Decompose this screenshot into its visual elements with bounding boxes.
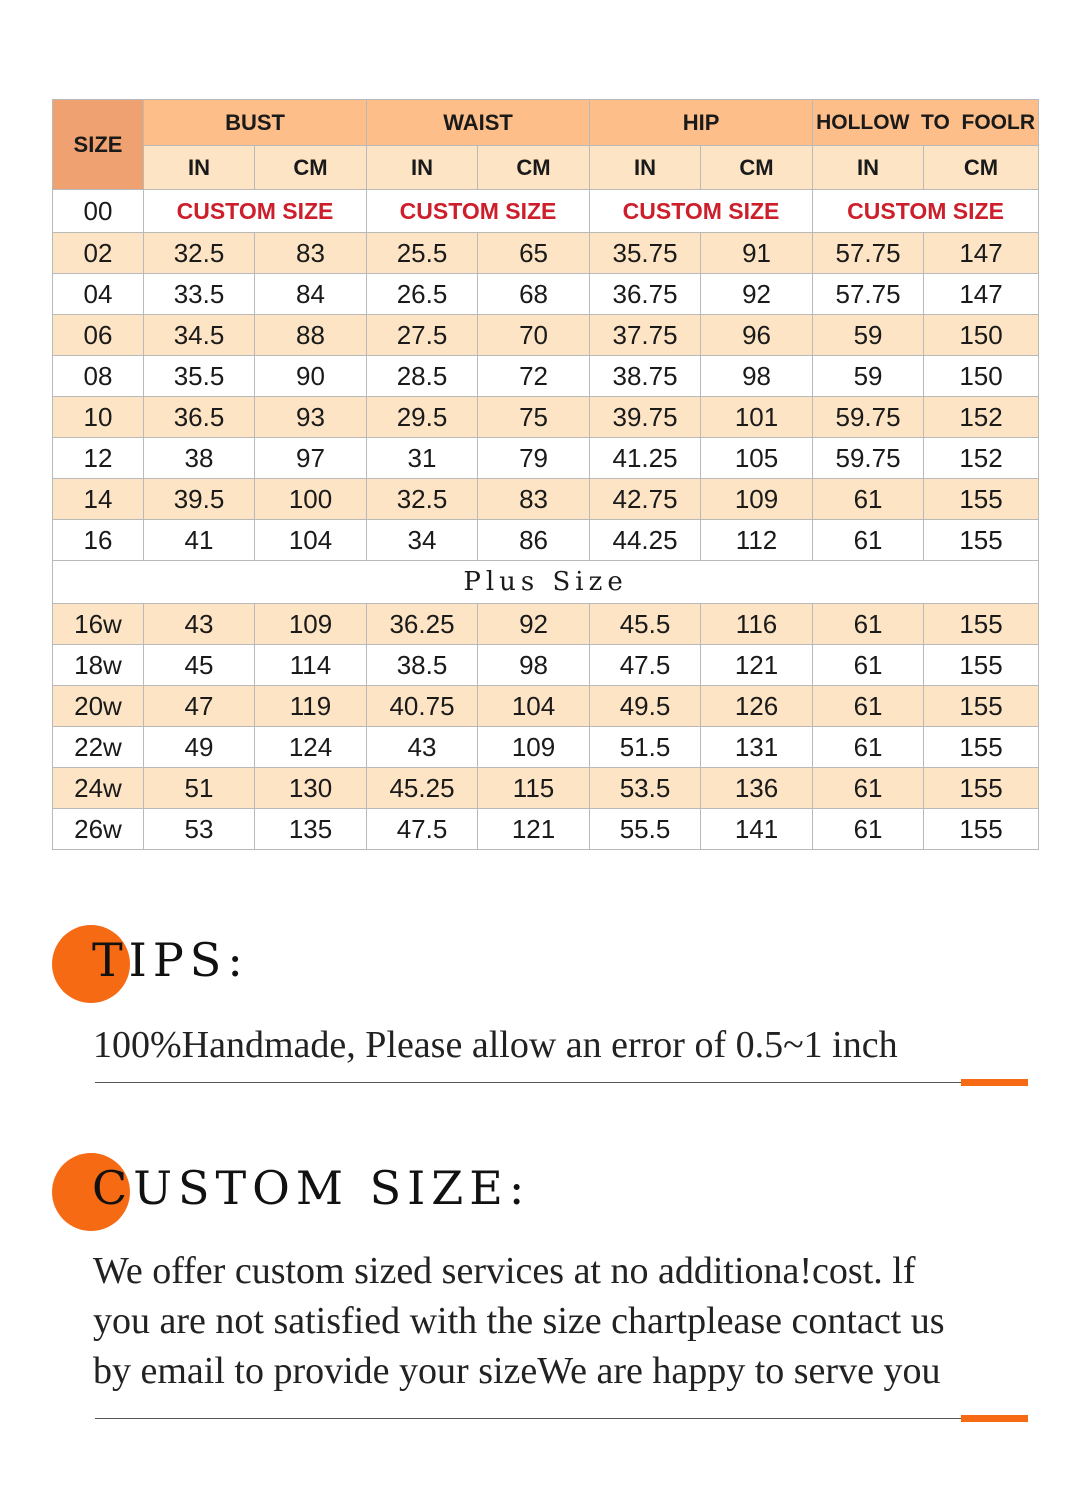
table-row (53, 604, 1039, 645)
measurement-cell: 68 (478, 274, 590, 315)
custom-size-line: by email to provide your sizeWe are happy to serve you (93, 1350, 941, 1392)
measurement-cell: 27.5 (367, 315, 478, 356)
table-row (53, 809, 1039, 850)
table-row (53, 356, 1039, 397)
custom-size-row (53, 190, 1039, 233)
measurement-cell: 98 (701, 356, 813, 397)
custom-size-line: you are not satisfied with the size chartplease contact us (93, 1300, 945, 1342)
measurement-cell: 96 (701, 315, 813, 356)
measurement-cell: 155 (924, 645, 1039, 686)
measurement-cell: 43 (367, 727, 478, 768)
measurement-cell: 147 (924, 233, 1039, 274)
measurement-cell: 121 (701, 645, 813, 686)
table-row (53, 520, 1039, 561)
unit-header: IN (367, 146, 478, 190)
measurement-cell: 38 (144, 438, 255, 479)
measurement-cell: 47.5 (590, 645, 701, 686)
measurement-cell: 105 (701, 438, 813, 479)
measurement-cell: 104 (255, 520, 367, 561)
measurement-cell: 141 (701, 809, 813, 850)
measurement-cell: 150 (924, 356, 1039, 397)
measurement-cell: 119 (255, 686, 367, 727)
measurement-cell: 92 (701, 274, 813, 315)
measurement-cell: 26.5 (367, 274, 478, 315)
measurement-cell: 131 (701, 727, 813, 768)
measurement-cell: 115 (478, 768, 590, 809)
measurement-cell: 88 (255, 315, 367, 356)
measurement-cell: 57.75 (813, 233, 924, 274)
measurement-cell: 32.5 (144, 233, 255, 274)
measurement-cell: 33.5 (144, 274, 255, 315)
custom-size-heading (52, 1153, 652, 1233)
measurement-cell: 126 (701, 686, 813, 727)
measurement-cell: 97 (255, 438, 367, 479)
measurement-cell: 152 (924, 397, 1039, 438)
bust-header: BUST (144, 100, 367, 146)
measurement-cell: 38.75 (590, 356, 701, 397)
measurement-cell: 83 (478, 479, 590, 520)
measurement-cell: 36.75 (590, 274, 701, 315)
measurement-cell: 109 (255, 604, 367, 645)
measurement-cell: 41 (144, 520, 255, 561)
measurement-cell: 109 (478, 727, 590, 768)
measurement-cell: 59 (813, 315, 924, 356)
measurement-cell: 47 (144, 686, 255, 727)
measurement-cell: 53.5 (590, 768, 701, 809)
measurement-cell: 70 (478, 315, 590, 356)
measurement-cell: 121 (478, 809, 590, 850)
measurement-cell: 155 (924, 768, 1039, 809)
measurement-cell: 114 (255, 645, 367, 686)
measurement-cell: 53 (144, 809, 255, 850)
measurement-cell: 37.75 (590, 315, 701, 356)
measurement-cell: 101 (701, 397, 813, 438)
measurement-cell: 25.5 (367, 233, 478, 274)
divider-accent (961, 1079, 1028, 1086)
measurement-cell: 155 (924, 809, 1039, 850)
measurement-cell: 59 (813, 356, 924, 397)
size-cell: 04 (53, 274, 144, 315)
plus-size-label: Plus Size (53, 561, 1039, 604)
measurement-cell: 86 (478, 520, 590, 561)
custom-size-title: CUSTOM SIZE: (92, 1161, 531, 1215)
unit-header: CM (701, 146, 813, 190)
measurement-cell: 116 (701, 604, 813, 645)
measurement-cell: 155 (924, 604, 1039, 645)
tips-text: 100%Handmade, Please allow an error of 0.5~1 inch (93, 1024, 898, 1066)
measurement-cell: 55.5 (590, 809, 701, 850)
size-cell: 20w (53, 686, 144, 727)
measurement-cell: 104 (478, 686, 590, 727)
measurement-cell: 83 (255, 233, 367, 274)
table-row (53, 438, 1039, 479)
measurement-cell: 61 (813, 809, 924, 850)
size-cell: 16w (53, 604, 144, 645)
table-row (53, 727, 1039, 768)
size-header: SIZE (53, 100, 144, 190)
unit-header: CM (478, 146, 590, 190)
measurement-cell: 72 (478, 356, 590, 397)
custom-size-label: CUSTOM SIZE (590, 190, 813, 233)
tips-heading (52, 925, 452, 1005)
measurement-cell: 92 (478, 604, 590, 645)
measurement-cell: 112 (701, 520, 813, 561)
measurement-cell: 61 (813, 604, 924, 645)
size-chart-table (52, 99, 1039, 850)
measurement-cell: 57.75 (813, 274, 924, 315)
size-cell: 26w (53, 809, 144, 850)
unit-header: IN (813, 146, 924, 190)
size-cell: 16 (53, 520, 144, 561)
measurement-cell: 124 (255, 727, 367, 768)
measurement-cell: 47.5 (367, 809, 478, 850)
measurement-cell: 61 (813, 520, 924, 561)
divider-accent (961, 1415, 1028, 1422)
measurement-cell: 90 (255, 356, 367, 397)
measurement-cell: 44.25 (590, 520, 701, 561)
measurement-cell: 29.5 (367, 397, 478, 438)
unit-header: CM (924, 146, 1039, 190)
measurement-cell: 31 (367, 438, 478, 479)
measurement-cell: 155 (924, 727, 1039, 768)
measurement-cell: 35.75 (590, 233, 701, 274)
table-row (53, 315, 1039, 356)
table-row (53, 768, 1039, 809)
hip-header: HIP (590, 100, 813, 146)
measurement-cell: 75 (478, 397, 590, 438)
measurement-cell: 93 (255, 397, 367, 438)
measurement-cell: 65 (478, 233, 590, 274)
measurement-cell: 155 (924, 686, 1039, 727)
size-cell: 24w (53, 768, 144, 809)
measurement-cell: 135 (255, 809, 367, 850)
tips-title: TIPS: (92, 933, 249, 987)
measurement-cell: 109 (701, 479, 813, 520)
table-row (53, 686, 1039, 727)
hollow-to-floor-header: HOLLOW TO FOOLR (813, 100, 1039, 146)
measurement-cell: 91 (701, 233, 813, 274)
unit-header: CM (255, 146, 367, 190)
size-cell: 06 (53, 315, 144, 356)
size-cell: 00 (53, 190, 144, 233)
measurement-cell: 40.75 (367, 686, 478, 727)
measurement-cell: 155 (924, 479, 1039, 520)
size-cell: 18w (53, 645, 144, 686)
measurement-cell: 45.25 (367, 768, 478, 809)
measurement-cell: 36.25 (367, 604, 478, 645)
measurement-cell: 130 (255, 768, 367, 809)
measurement-cell: 42.75 (590, 479, 701, 520)
table-row (53, 397, 1039, 438)
measurement-cell: 61 (813, 727, 924, 768)
custom-size-label: CUSTOM SIZE (144, 190, 367, 233)
measurement-cell: 39.5 (144, 479, 255, 520)
measurement-cell: 38.5 (367, 645, 478, 686)
measurement-cell: 51 (144, 768, 255, 809)
measurement-cell: 28.5 (367, 356, 478, 397)
measurement-cell: 61 (813, 686, 924, 727)
table-row (53, 233, 1039, 274)
measurement-cell: 49.5 (590, 686, 701, 727)
size-cell: 14 (53, 479, 144, 520)
custom-size-label: CUSTOM SIZE (813, 190, 1039, 233)
size-cell: 02 (53, 233, 144, 274)
measurement-cell: 35.5 (144, 356, 255, 397)
measurement-cell: 45.5 (590, 604, 701, 645)
table-row (53, 274, 1039, 315)
measurement-cell: 84 (255, 274, 367, 315)
measurement-cell: 79 (478, 438, 590, 479)
tips-divider (95, 1082, 1028, 1083)
measurement-cell: 155 (924, 520, 1039, 561)
measurement-cell: 59.75 (813, 397, 924, 438)
measurement-cell: 152 (924, 438, 1039, 479)
custom-size-line: We offer custom sized services at no additiona!cost. lf (93, 1250, 916, 1292)
measurement-cell: 150 (924, 315, 1039, 356)
plus-size-divider-row (53, 561, 1039, 604)
measurement-cell: 49 (144, 727, 255, 768)
measurement-cell: 51.5 (590, 727, 701, 768)
measurement-cell: 36.5 (144, 397, 255, 438)
custom-size-label: CUSTOM SIZE (367, 190, 590, 233)
measurement-cell: 34.5 (144, 315, 255, 356)
measurement-cell: 61 (813, 768, 924, 809)
measurement-cell: 59.75 (813, 438, 924, 479)
unit-header: IN (144, 146, 255, 190)
measurement-cell: 32.5 (367, 479, 478, 520)
custom-size-divider (95, 1418, 1028, 1419)
measurement-cell: 61 (813, 645, 924, 686)
measurement-cell: 136 (701, 768, 813, 809)
measurement-cell: 39.75 (590, 397, 701, 438)
measurement-cell: 45 (144, 645, 255, 686)
waist-header: WAIST (367, 100, 590, 146)
unit-header: IN (590, 146, 701, 190)
size-cell: 08 (53, 356, 144, 397)
table-row (53, 479, 1039, 520)
measurement-cell: 100 (255, 479, 367, 520)
measurement-cell: 61 (813, 479, 924, 520)
size-cell: 12 (53, 438, 144, 479)
size-cell: 10 (53, 397, 144, 438)
measurement-cell: 34 (367, 520, 478, 561)
measurement-cell: 147 (924, 274, 1039, 315)
measurement-cell: 41.25 (590, 438, 701, 479)
measurement-cell: 43 (144, 604, 255, 645)
size-cell: 22w (53, 727, 144, 768)
custom-size-text (93, 1246, 945, 1396)
measurement-cell: 98 (478, 645, 590, 686)
table-row (53, 645, 1039, 686)
